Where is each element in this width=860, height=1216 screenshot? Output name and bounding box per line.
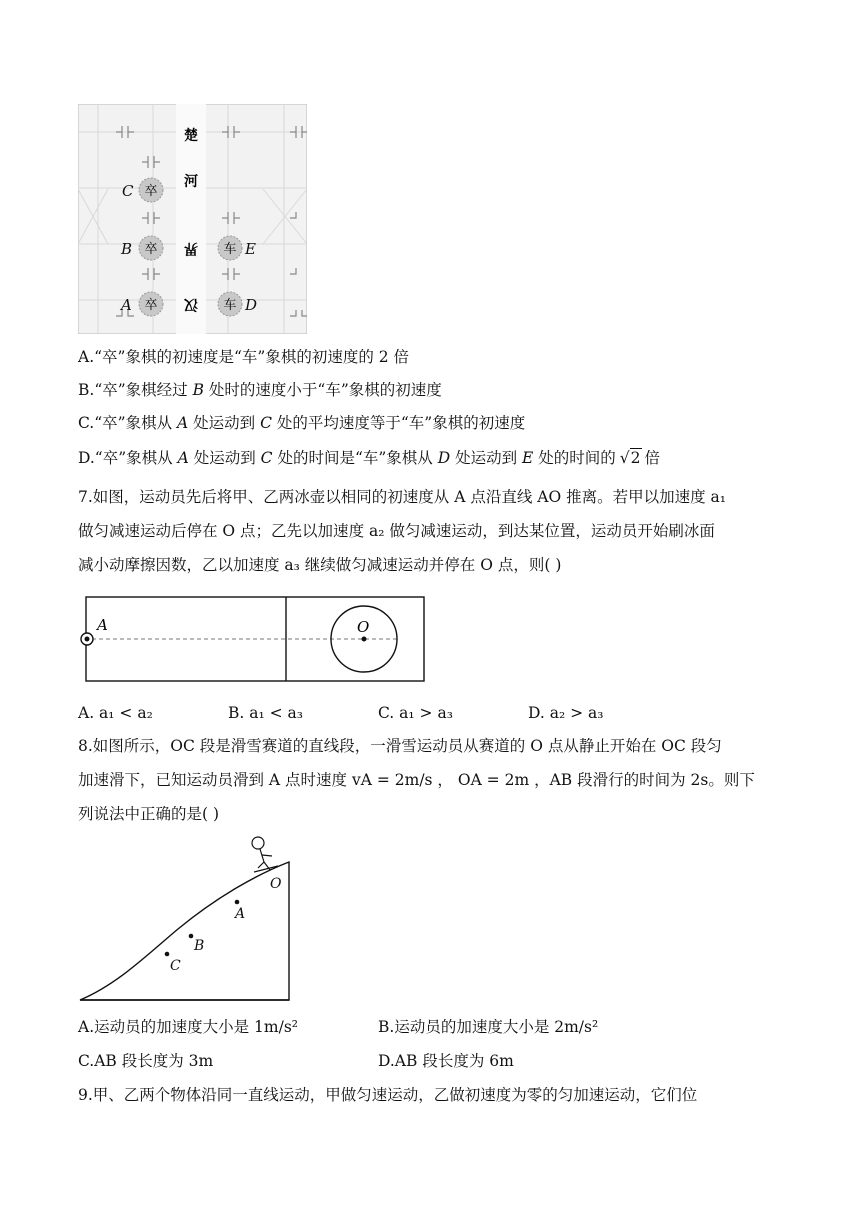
point-b-label: B [121, 240, 133, 258]
svg-text:卒: 卒 [144, 184, 158, 199]
q6-option-a: A.“卒”象棋的初速度是“车”象棋的初速度的 2 倍 [78, 348, 410, 366]
q8-option-c: C.AB 段长度为 3m [78, 1052, 214, 1070]
soldier-piece-a [139, 292, 163, 316]
skier-icon [252, 837, 278, 872]
q6-option-b: B.“卒”象棋经过 B 处时的速度小于“车”象棋的初速度 [78, 381, 442, 399]
q7-line-1: 7.如图，运动员先后将甲、乙两冰壶以相同的初速度从 A 点沿直线 AO 推离。若甲以加速度 a₁ [78, 488, 726, 506]
ski-point-b: B [194, 938, 205, 954]
q8-line-3: 列说法中正确的是( ) [78, 805, 220, 823]
chess-board-figure [78, 104, 307, 334]
river-char-1: 楚 [184, 128, 198, 144]
ski-slope-figure [78, 834, 292, 1002]
q7-option-a: A. a₁ < a₂ [78, 704, 153, 722]
chariot-piece-e [218, 236, 242, 260]
river-char-4: 汉 [184, 296, 198, 312]
q7-line-2: 做匀减速运动后停在 O 点；乙先以加速度 a₂ 做匀减速运动，到达某位置，运动员开始刷冰面 [78, 522, 715, 540]
q7-option-c: C. a₁ > a₃ [378, 704, 453, 722]
point-c-label: C [122, 182, 134, 200]
q7-option-d: D. a₂ > a₃ [528, 704, 604, 722]
q8-line-2: 加速滑下，已知运动员滑到 A 点时速度 vA = 2m/s ， OA = 2m ，AB 段滑行的时间为 2s。则下 [78, 771, 755, 789]
chariot-piece-d [218, 292, 242, 316]
q8-option-d: D.AB 段长度为 6m [378, 1052, 514, 1070]
q8-option-b: B.运动员的加速度大小是 2m/s² [378, 1018, 599, 1036]
svg-text:车: 车 [223, 242, 237, 257]
river-char-3: 界 [184, 240, 198, 256]
point-d-label: D [245, 296, 258, 314]
curling-figure [78, 596, 426, 682]
river-char-2: 河 [184, 174, 198, 190]
svg-text:卒: 卒 [144, 298, 158, 313]
point-a-label: A [121, 296, 132, 314]
q9-line-1: 9.甲、乙两个物体沿同一直线运动，甲做匀速运动，乙做初速度为零的匀加速运动，它们位 [78, 1086, 698, 1104]
q8-option-a: A.运动员的加速度大小是 1m/s² [78, 1018, 298, 1036]
ski-point-c: C [170, 958, 181, 974]
svg-text:车: 车 [223, 298, 237, 313]
q8-line-1: 8.如图所示，OC 段是滑雪赛道的直线段，一滑雪运动员从赛道的 O 点从静止开始在 OC 段匀 [78, 737, 722, 755]
q7-line-3: 减小动摩擦因数，乙以加速度 a₃ 继续做匀减速运动并停在 O 点，则( ) [78, 556, 562, 574]
soldier-piece-b [139, 236, 163, 260]
curling-point-a: A [97, 616, 108, 634]
ski-point-a: A [235, 906, 246, 922]
soldier-piece-c [139, 178, 163, 202]
q7-option-b: B. a₁ < a₃ [228, 704, 303, 722]
curling-point-o: O [357, 618, 370, 636]
q6-option-d: D.“卒”象棋从 A 处运动到 C 处的时间是“车”象棋从 D 处运动到 E 处的时间的 √2 倍 [78, 449, 661, 467]
ski-point-o: O [270, 876, 282, 892]
svg-text:卒: 卒 [144, 242, 158, 257]
point-e-label: E [245, 240, 256, 258]
q6-option-c: C.“卒”象棋从 A 处运动到 C 处的平均速度等于“车”象棋的初速度 [78, 414, 526, 432]
